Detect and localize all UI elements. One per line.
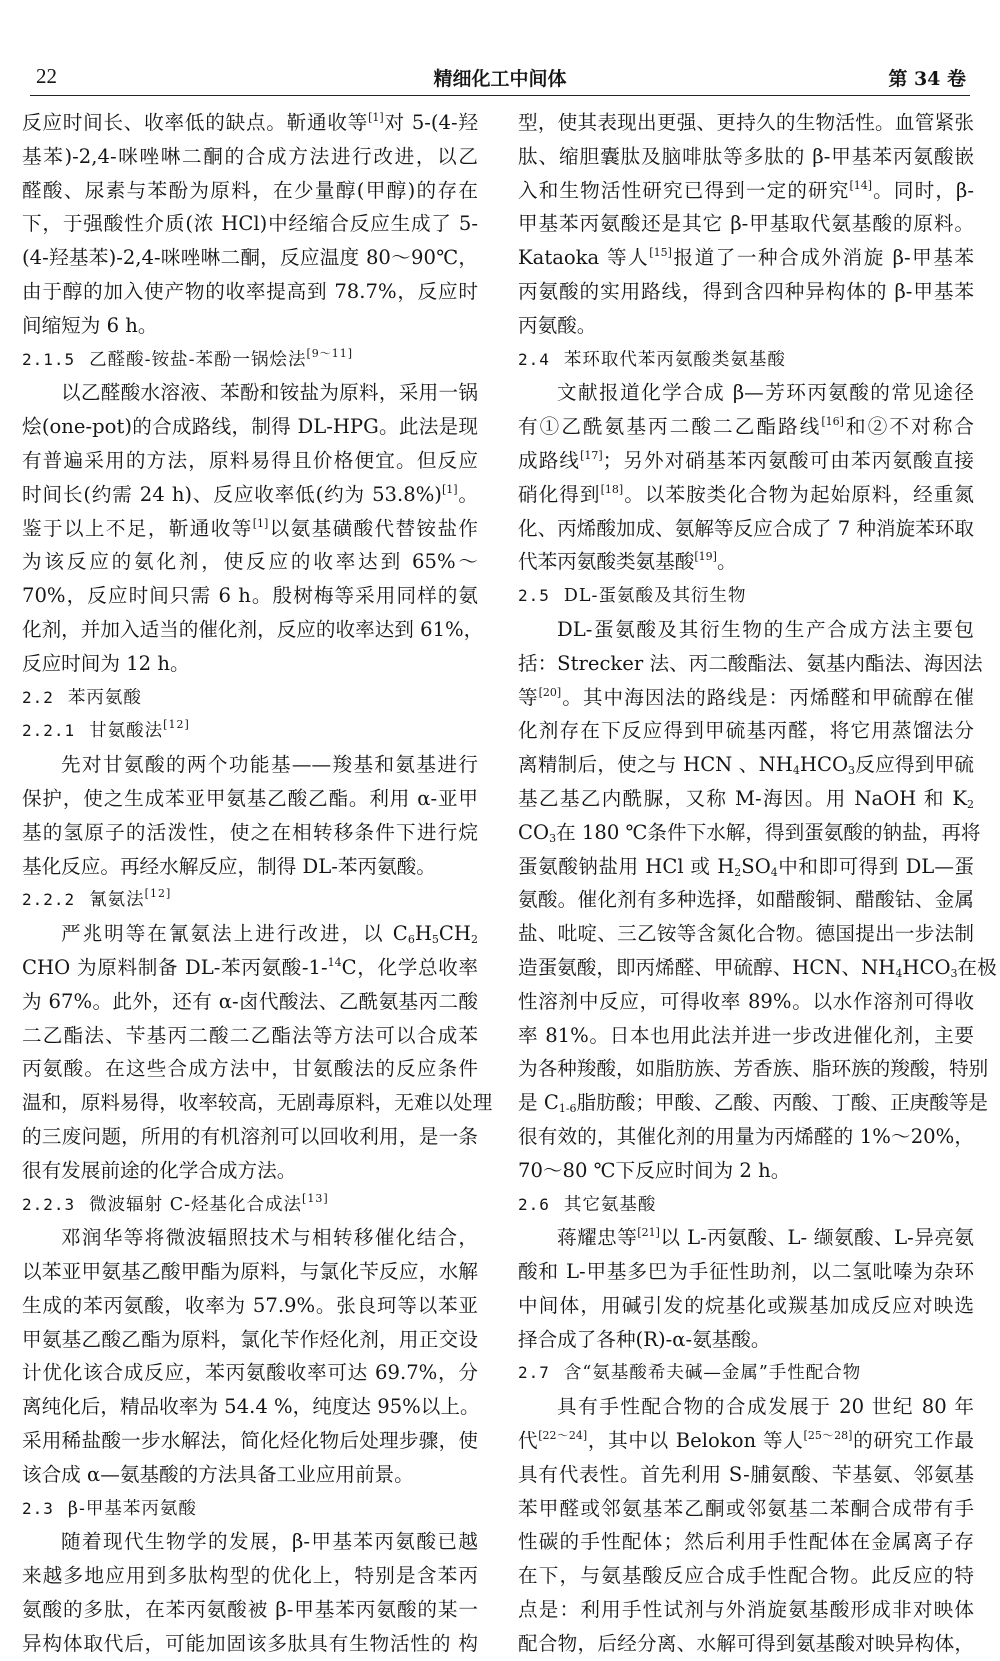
text-line: 有普遍采用的方法，原料易得且价格便宜。但反应 (22, 448, 478, 472)
text-line: $CO_3$在 180 ℃条件下水解，得到蛋氨酸的钠盐，再将 (518, 820, 981, 845)
text-line: 来越多地应用到多肽构型的优化上，特别是含苯丙 (22, 1564, 478, 1588)
section-heading (22, 883, 478, 917)
text-line: 蛋氨酸钠盐用 HCl 或 $H_2SO_4$中和即可得到 DL—蛋 (518, 854, 975, 879)
text-line: 烩(one-pot)的合成路线，制得 DL-HPG。此法是现 (22, 415, 478, 439)
text-line: 邓润华等将微波辐照技术与相转移催化结合， (61, 1226, 478, 1250)
text-line: 率 81%。日本也用此法并进一步改进催化剂，主要 (518, 1023, 974, 1047)
section-number: 2.2.3 (22, 1194, 76, 1214)
text-line: 为该反应的氨化剂，使反应的收率达到 65%～ (22, 550, 478, 574)
text-line: 70%，反应时间只需 6 h。殷树梅等采用同样的氨 (22, 584, 478, 608)
text-line: 点是：利用手性试剂与外消旋氨基酸形成非对映体 (518, 1598, 974, 1622)
section-title: 甘氨酸法[12] (89, 718, 190, 742)
text-line: 配合物，后经分离、水解可得到氨基酸对映异构体， (518, 1631, 974, 1655)
text-line: 生成的苯丙氨酸，收率为 57.9%。张良珂等以苯亚 (22, 1293, 478, 1317)
section-number: 2.1.5 (22, 349, 76, 369)
text-line: 反应时间为 12 h。 (22, 651, 190, 675)
section-title: β-甲基苯丙氨酸 (67, 1498, 197, 1519)
text-line: Kataoka 等人[15]报道了一种合成外消旋 β-甲基苯 (518, 246, 974, 270)
volume-label: 第 34 卷 (888, 68, 966, 90)
text-line: 括：Strecker 法、丙二酸酯法、氨基内酯法、海因法 (518, 651, 983, 675)
journal-title: 精细化工中间体 (433, 68, 567, 90)
text-line: 具有手性配合物的合成发展于 20 世纪 80 年 (557, 1395, 974, 1419)
section-heading (22, 714, 478, 748)
section-heading (518, 1188, 974, 1222)
section-number: 2.4 (518, 349, 550, 369)
text-line: 中间体，用碱引发的烷基化或羰基加成反应对映选 (518, 1293, 974, 1317)
text-line: 性碳的手性配体；然后利用手性配体在金属离子存 (518, 1530, 974, 1554)
running-header (30, 58, 970, 92)
text-line: 肽、缩胆囊肽及脑啡肽等多肽的 β-甲基苯丙氨酸嵌 (518, 144, 974, 168)
text-line: 等[20]。其中海因法的路线是：丙烯醛和甲硫醇在催 (518, 685, 975, 709)
text-line: 的三废问题，所用的有机溶剂可以回收利用，是一条 (22, 1124, 478, 1148)
text-line: 丙氨酸。在这些合成方法中，甘氨酸法的反应条件 (22, 1057, 478, 1081)
text-line: 酸和 L-甲基多巴为手征性助剂，以二氢吡嗪为杂环 (518, 1260, 974, 1284)
text-line: 采用稀盐酸一步水解法，简化烃化物后处理步骤，使 (22, 1429, 478, 1453)
text-line: 性溶剂中反应，可得收率 89%。以水作溶剂可得收 (518, 989, 974, 1013)
text-line: DL-蛋氨酸及其衍生物的生产合成方法主要包 (557, 617, 974, 641)
section-heading (22, 1492, 478, 1526)
section-title: DL-蛋氨酸及其衍生物 (563, 586, 747, 607)
section-title: 苯环取代苯丙氨酸类氨基酸 (563, 349, 786, 370)
section-number: 2.2.1 (22, 721, 76, 741)
text-line: CHO 为原料制备 DL-苯丙氨酸-1-$^{14}$C，化学总收率 (22, 955, 478, 979)
text-line: 为 67%。此外，还有 α-卤代酸法、乙酰氨基丙二酸 (22, 989, 478, 1013)
text-line: (4-羟基苯)-2,4-咪唑啉二酮，反应温度 80～90℃， (22, 246, 478, 270)
text-line: 计优化该合成反应，苯丙氨酸收率可达 69.7%，分 (22, 1361, 478, 1385)
text-line: 保护，使之生成苯亚甲氨基乙酸乙酯。利用 α-亚甲 (22, 786, 478, 810)
section-title: 含“氨基酸希夫碱—金属”手性配合物 (563, 1363, 862, 1384)
text-line: 甲氨基乙酸乙酯为原料，氯化苄作烃化剂，用正交设 (22, 1327, 478, 1351)
text-line: 很有效的，其催化剂的用量为丙烯醛的 1%～20%， (518, 1124, 974, 1148)
text-line: 间缩短为 6 h。 (22, 313, 158, 337)
text-line: 硝化得到[18]。以苯胺类化合物为起始原料，经重氮 (518, 482, 975, 506)
section-heading (518, 1356, 974, 1390)
text-line: 基化反应。再经水解反应，制得 DL-苯丙氨酸。 (22, 854, 436, 878)
section-heading (22, 1188, 478, 1222)
text-line: 化剂，并加入适当的催化剂，反应的收率达到 61%， (22, 617, 484, 641)
text-line: 该合成 α—氨基酸的方法具备工业应用前景。 (22, 1462, 414, 1486)
text-line: 离精制后，使之与 HCN 、$NH_4HCO_3$反应得到甲硫 (518, 753, 974, 778)
text-line: 丙氨酸的实用路线，得到含四种异构体的 β-甲基苯 (518, 279, 974, 303)
text-line: 化剂存在下反应得到甲硫基丙醛，将它用蒸馏法分 (518, 719, 974, 743)
text-line: 离纯化后，精品收率为 54.4 %，纯度达 95%以上。 (22, 1395, 480, 1419)
text-line: 具有代表性。首先利用 S-脯氨酸、苄基氨、邻氨基 (518, 1462, 974, 1486)
section-title: 氰氨法[12] (89, 887, 172, 911)
text-line: 二乙酯法、苄基丙二酸二乙酯法等方法可以合成苯 (22, 1023, 478, 1047)
text-line: 入和生物活性研究已得到一定的研究[14]。同时，β- (518, 178, 974, 202)
section-title: 微波辐射 C-烃基化合成法[13] (89, 1191, 329, 1215)
text-line: 基苯)-2,4-咪唑啉二酮的合成方法进行改进，以乙 (22, 144, 478, 168)
text-line: 严兆明等在氰氨法上进行改进，以 $C_6H_5CH_2$ (61, 922, 478, 947)
text-line: 苯甲醛或邻氨基苯乙酮或邻氨基二苯酮合成带有手 (518, 1496, 974, 1520)
text-line: 以乙醛酸水溶液、苯酚和铵盐为原料，采用一锅 (61, 381, 478, 405)
text-line: 时间长(约需 24 h)、反应收率低(约为 53.8%)[1]。 (22, 482, 479, 506)
text-line: 为各种羧酸，如脂肪族、芳香族、脂环族的羧酸，特别 (518, 1057, 989, 1081)
text-line: 先对甘氨酸的两个功能基——羧基和氨基进行 (61, 753, 478, 777)
text-line: 很有发展前途的化学合成方法。 (22, 1158, 297, 1182)
section-number: 2.7 (518, 1363, 550, 1383)
text-line: 随着现代生物学的发展，β-甲基苯丙氨酸已越 (61, 1530, 478, 1554)
text-line: 代苯丙氨酸类氨基酸[19]。 (518, 550, 737, 574)
right-column (518, 106, 997, 1661)
section-heading (22, 681, 478, 715)
text-line: 下，于强酸性介质(浓 HCl)中经缩合反应生成了 5- (22, 212, 478, 236)
section-title: 苯丙氨酸 (67, 687, 142, 708)
text-line: 蒋耀忠等[21]以 L-丙氨酸、L- 缬氨酸、L-异亮氨 (557, 1226, 975, 1250)
text-line: 成路线[17]；另外对硝基苯丙氨酸可由苯丙氨酸直接 (518, 448, 975, 472)
section-heading (518, 343, 974, 377)
header-rule (30, 95, 970, 96)
text-line: 醛酸、尿素与苯酚为原料，在少量醇(甲醇)的存在 (22, 178, 478, 202)
section-number: 2.2 (22, 687, 54, 707)
text-line: 丙氨酸。 (518, 313, 597, 337)
text-line: 甲基苯丙氨酸还是其它 β-甲基取代氨基酸的原料。 (518, 212, 974, 236)
text-line: 是 $C_{1-6}$脂肪酸；甲酸、乙酸、丙酸、丁酸、正庚酸等是 (518, 1091, 989, 1116)
text-line: 造蛋氨酸，即丙烯醛、甲硫醇、HCN、$NH_4HCO_3$在极 (518, 955, 997, 980)
text-line: 型，使其表现出更强、更持久的生物活性。血管紧张 (518, 111, 974, 134)
left-column (22, 106, 493, 1661)
text-line: 基的氢原子的活泼性，使之在相转移条件下进行烷 (22, 820, 478, 844)
section-number: 2.6 (518, 1194, 550, 1214)
section-title: 乙醛酸-铵盐-苯酚一锅烩法[9～11] (89, 346, 354, 370)
text-line: 化、丙烯酸加成、氨解等反应合成了 7 种消旋苯环取 (518, 516, 974, 540)
text-line: 氨酸。催化剂有多种选择，如醋酸铜、醋酸钴、金属 (518, 888, 974, 912)
text-line: 文献报道化学合成 β—芳环丙氨酸的常见途径 (557, 381, 974, 405)
text-line: 鉴于以上不足，靳通收等[1]以氨基磺酸代替铵盐作 (22, 516, 479, 540)
text-line: 盐、吡啶、三乙铵等含氮化合物。德国提出一步法制 (518, 922, 974, 946)
text-line: 温和，原料易得，收率较高，无剧毒原料，无难以处理 (22, 1091, 493, 1115)
section-number: 2.5 (518, 586, 550, 606)
text-line: 择合成了各种(R)-α-氨基酸。 (518, 1327, 771, 1351)
text-line: 由于醇的加入使产物的收率提高到 78.7%，反应时 (22, 279, 478, 303)
section-number: 2.3 (22, 1498, 54, 1518)
section-title: 其它氨基酸 (563, 1194, 657, 1215)
text-line: 在下，与氨基酸反应合成手性配合物。此反应的特 (518, 1564, 974, 1588)
text-line: 以苯亚甲氨基乙酸甲酯为原料，与氯化苄反应，水解 (22, 1260, 478, 1284)
text-line: 代[22～24]，其中以 Belokon 等人[25～28]的研究工作最 (518, 1429, 975, 1453)
text-line: 70～80 ℃下反应时间为 2 h。 (518, 1158, 791, 1182)
text-line: 异构体取代后，可能加固该多肽具有生物活性的 构 (22, 1631, 478, 1655)
section-heading (22, 343, 478, 377)
section-heading (518, 579, 974, 613)
page-number: 22 (36, 64, 57, 88)
text-line: 氨酸的多肽，在苯丙氨酸被 β-甲基苯丙氨酸的某一 (22, 1598, 478, 1622)
text-line: 有①乙酰氨基丙二酸二乙酯路线[16]和②不对称合 (518, 415, 975, 439)
text-line: 基乙基乙内酰脲，又称 M-海因。用 NaOH 和 $K_2$ (518, 786, 974, 811)
section-number: 2.2.2 (22, 890, 76, 910)
text-line: 反应时间长、收率低的缺点。靳通收等[1]对 5-(4-羟 (22, 111, 478, 134)
